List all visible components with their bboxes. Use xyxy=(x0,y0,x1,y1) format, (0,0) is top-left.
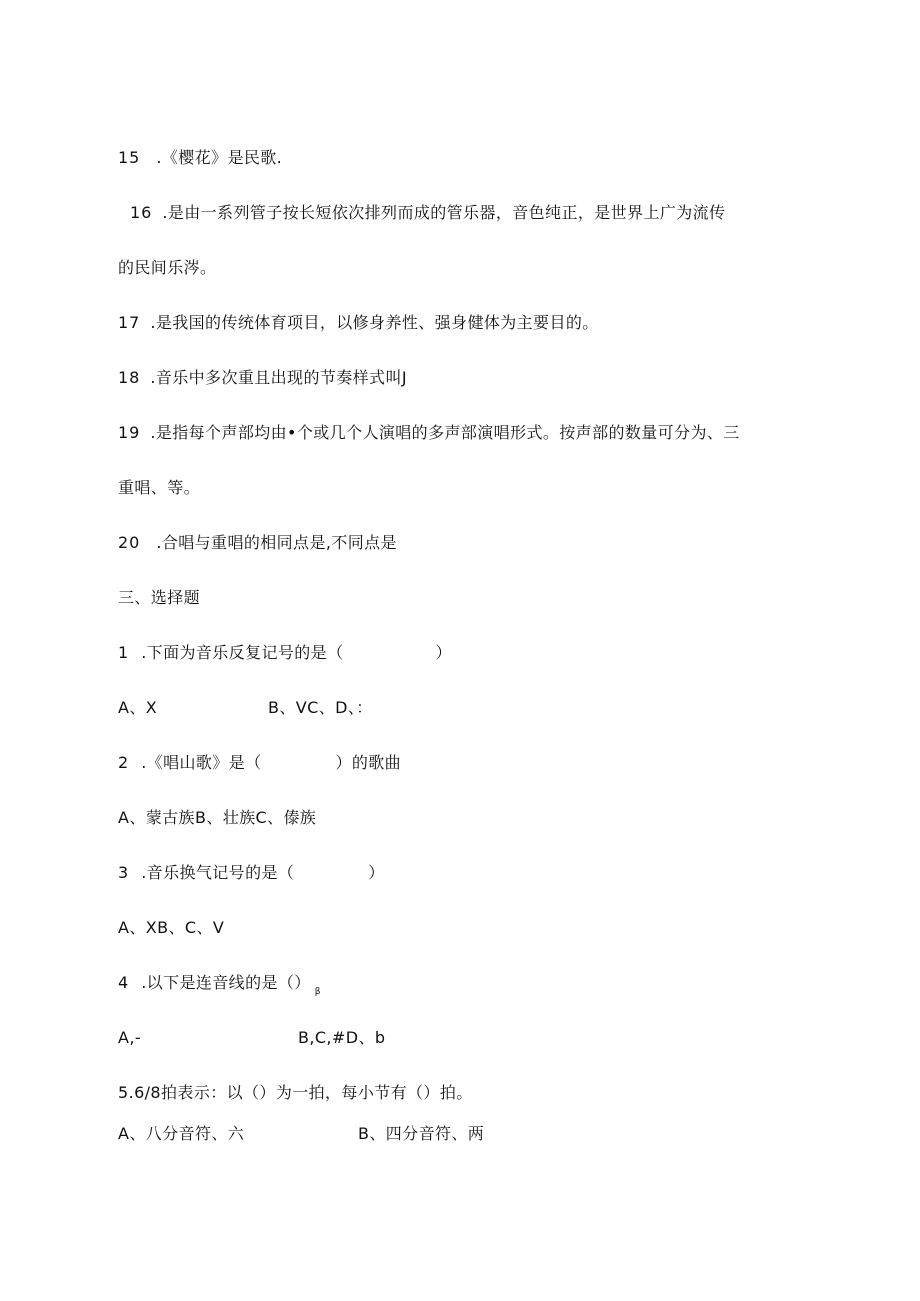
question-number: 3 xyxy=(118,863,130,882)
choice-question-4 xyxy=(118,973,321,1002)
question-number: 20 xyxy=(118,533,141,552)
question-number: 18 xyxy=(118,368,141,387)
choice-1-option-a: A、X xyxy=(118,698,158,717)
question-number: 4 xyxy=(118,973,130,992)
choice-question-1 xyxy=(118,643,452,663)
choice-1-option-b: B、VC、D、： xyxy=(268,698,373,717)
question-text: .音乐中多次重且出现的节奏样式叫J xyxy=(150,368,407,387)
question-text: .《唱山歌》是（ xyxy=(141,753,262,772)
question-text: .以下是连音线的是（） xyxy=(141,973,311,992)
choice-5-option-b: B、四分音符、两 xyxy=(358,1124,485,1143)
question-text-end: ） xyxy=(368,863,385,882)
question-text: .是由一系列管子按长短依次排列而成的管乐器，音色纯正，是世界上广为流传 xyxy=(162,203,726,222)
question-number: 16 xyxy=(130,203,153,222)
question-text: .是指每个声部均由•个或几个人演唱的多声部演唱形式。按声部的数量可分为、三 xyxy=(150,423,740,442)
choice-4-option-b: B,C,#D、b xyxy=(298,1028,386,1047)
question-17 xyxy=(118,313,599,333)
choice-question-5: 5.6/8拍表示：以（）为一拍，每小节有（）拍。 xyxy=(118,1083,473,1102)
question-18 xyxy=(118,368,407,388)
question-19 xyxy=(118,423,740,443)
question-text: .《樱花》是民歌. xyxy=(156,148,283,167)
question-text: .合唱与重唱的相同点是,不同点是 xyxy=(156,533,397,552)
choice-2-options: A、蒙古族B、壮族C、傣族 xyxy=(118,808,317,827)
choice-question-2 xyxy=(118,753,401,773)
question-16 xyxy=(130,203,725,223)
choice-5-option-a: A、八分音符、六 xyxy=(118,1124,245,1143)
question-text: .音乐换气记号的是（ xyxy=(141,863,295,882)
choice-question-3 xyxy=(118,863,385,883)
question-16-continuation: 的民间乐涔。 xyxy=(118,258,217,277)
question-text-end: ）的歌曲 xyxy=(335,753,402,772)
question-text: .下面为音乐反复记号的是（ xyxy=(141,643,344,662)
question-text: .是我国的传统体育项目，以修身养性、强身健体为主要目的。 xyxy=(150,313,599,332)
question-number: 2 xyxy=(118,753,130,772)
question-number: 19 xyxy=(118,423,141,442)
question-20 xyxy=(118,533,397,553)
question-number: 17 xyxy=(118,313,141,332)
choice-3-options: A、XB、C、V xyxy=(118,918,225,937)
stray-mark: β xyxy=(314,987,321,997)
question-text-end: ） xyxy=(435,643,452,662)
choice-4-option-a: A,- xyxy=(118,1028,142,1047)
question-15 xyxy=(118,148,282,168)
question-number: 15 xyxy=(118,148,141,167)
section-heading: 三、选择题 xyxy=(118,588,201,607)
question-19-continuation: 重唱、等。 xyxy=(118,478,201,497)
question-number: 1 xyxy=(118,643,130,662)
